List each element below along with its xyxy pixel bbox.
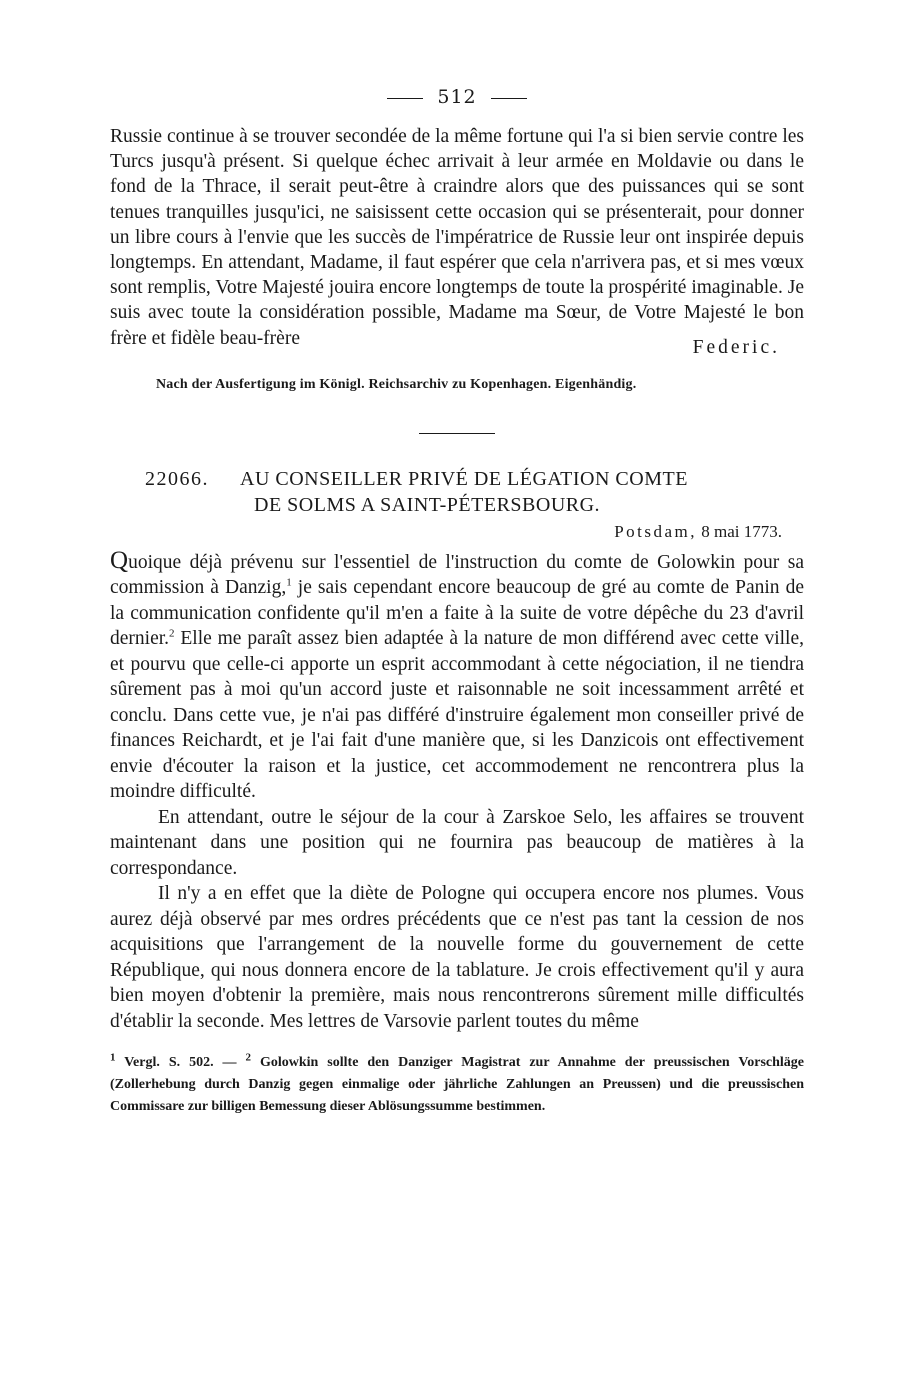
footnote-ref-2: 2 (169, 627, 175, 640)
paragraph-1-part-c: Elle me paraît assez bien adaptée à la nature de mon différend avec cette ville, et pourvu que celle-ci apporte un esprit accommodant à cette négociation, il ne tiendra sûrement pas à moi qu'un accord juste et raisonnable ne soit incessamment arrêté et conclu. Dans cette vue, je n'ai pas différé d'instruire également mon conseiller privé de finances Reichardt, et je l'ai fait d'une manière que, si les Danzicois ont effectivement envie d'écouter la raison et la justice, cet accommodement ne rencontrera plus la moindre difficulté. (110, 628, 804, 803)
letter-body (110, 548, 804, 1035)
previous-letter-body: Russie continue à se trouver secondée de la même fortune qui l'a si bien servie contre les Turcs jusqu'à présent. Si quelque échec arrivait à leur armée en Moldavie ou dans le fond de la Thrace, il serait peut-être à craindre alors que des puissances qui se sont tenues tranquilles jusqu'ici, ne saisissent cette occasion qui se présenterait, pour donner un libre cours à l'envie que les succès de l'impératrice de Russie leur ont inspirée depuis longtemps. En attendant, Madame, il faut espérer que cela n'arrivera pas, et si mes vœux sont remplis, Votre Majesté jouira encore longtemps de toute la prospérité imaginable. Je suis avec toute la considération possible, Madame ma Sœur, de Votre Majesté le bon frère et fidèle beau-frère (110, 126, 804, 349)
footnote-ref-1: 1 (286, 576, 292, 589)
dateline-place: Potsdam, (614, 521, 697, 541)
page-number-value: 512 (437, 86, 477, 108)
footnote-mark-1: 1 (110, 1051, 116, 1064)
footnote-spacer (110, 1034, 804, 1052)
letter-heading-line1: AU CONSEILLER PRIVÉ DE LÉGATION COMTE (240, 467, 688, 490)
footnote-mark-2: 2 (245, 1051, 252, 1064)
paragraph-2: En attendant, outre le séjour de la cour à Zarskoe Selo, les affaires se trouvent maintenant dans une position qui ne fournira pas beaucoup de matières à la correspondance. (110, 806, 804, 879)
paragraph-3: Il n'y a en effet que la diète de Pologne qui occupera encore nos plumes. Vous aurez déjà observé par mes ordres précédents que ce n'est pas tant la cession de nos acquisitions que l'arrangement de la nouvelle forme du gouvernement de cette République, qui nous donnera encore de la tablature. Je crois effectivement qu'il y aura bien moyen d'obtenir la première, mais nous rencontrerons sûrement mille difficultés d'établir la seconde. Mes lettres de Varsovie parlent toutes du même (110, 883, 804, 1032)
letter-heading (110, 466, 804, 518)
page-number (110, 86, 804, 108)
paragraph-1 (110, 548, 804, 805)
paragraph-1-part-a: uoique déjà prévenu sur l'essentiel de l'instruction du comte de Golowkin pour sa commission à Danzig, (110, 551, 804, 599)
source-note: Nach der Ausfertigung im Königl. Reichsarchiv zu Kopenhagen. Eigenhändig. (156, 376, 637, 392)
drop-cap: Q (110, 546, 129, 574)
signature-block (110, 336, 804, 361)
book-page (110, 86, 804, 1118)
letter-heading-line2: DE SOLMS A SAINT-PÉTERSBOURG. (254, 493, 601, 516)
page-number-dash-left (387, 98, 423, 99)
dateline-date: 8 mai 1773. (701, 521, 782, 541)
letter-number: 22066. (145, 467, 209, 490)
paragraph-1-part-b: je sais cependant encore beaucoup de gré au comte de Panin de la communication confidente qu'il m'en a faite à la suite de votre dépêche du 23 d'avril dernier. (110, 577, 805, 650)
footnote-1-text: Vergl. S. 502. — (115, 1055, 246, 1071)
page-number-dash-right (491, 98, 527, 99)
section-separator (419, 433, 495, 434)
footnote-2-text: Golowkin sollte den Danziger Magistrat zur Annahme der preussischen Vorschläge (Zollerhebung durch Danzig gegen einmalige oder jährliche Zahlungen an Preussen) und die preussischen Commissare zur billigen Bemessung dieser Ablösungssumme bestimmen. (110, 1055, 804, 1115)
signature: Federic. (692, 336, 780, 358)
dateline (110, 522, 782, 542)
footnotes (110, 1052, 804, 1118)
